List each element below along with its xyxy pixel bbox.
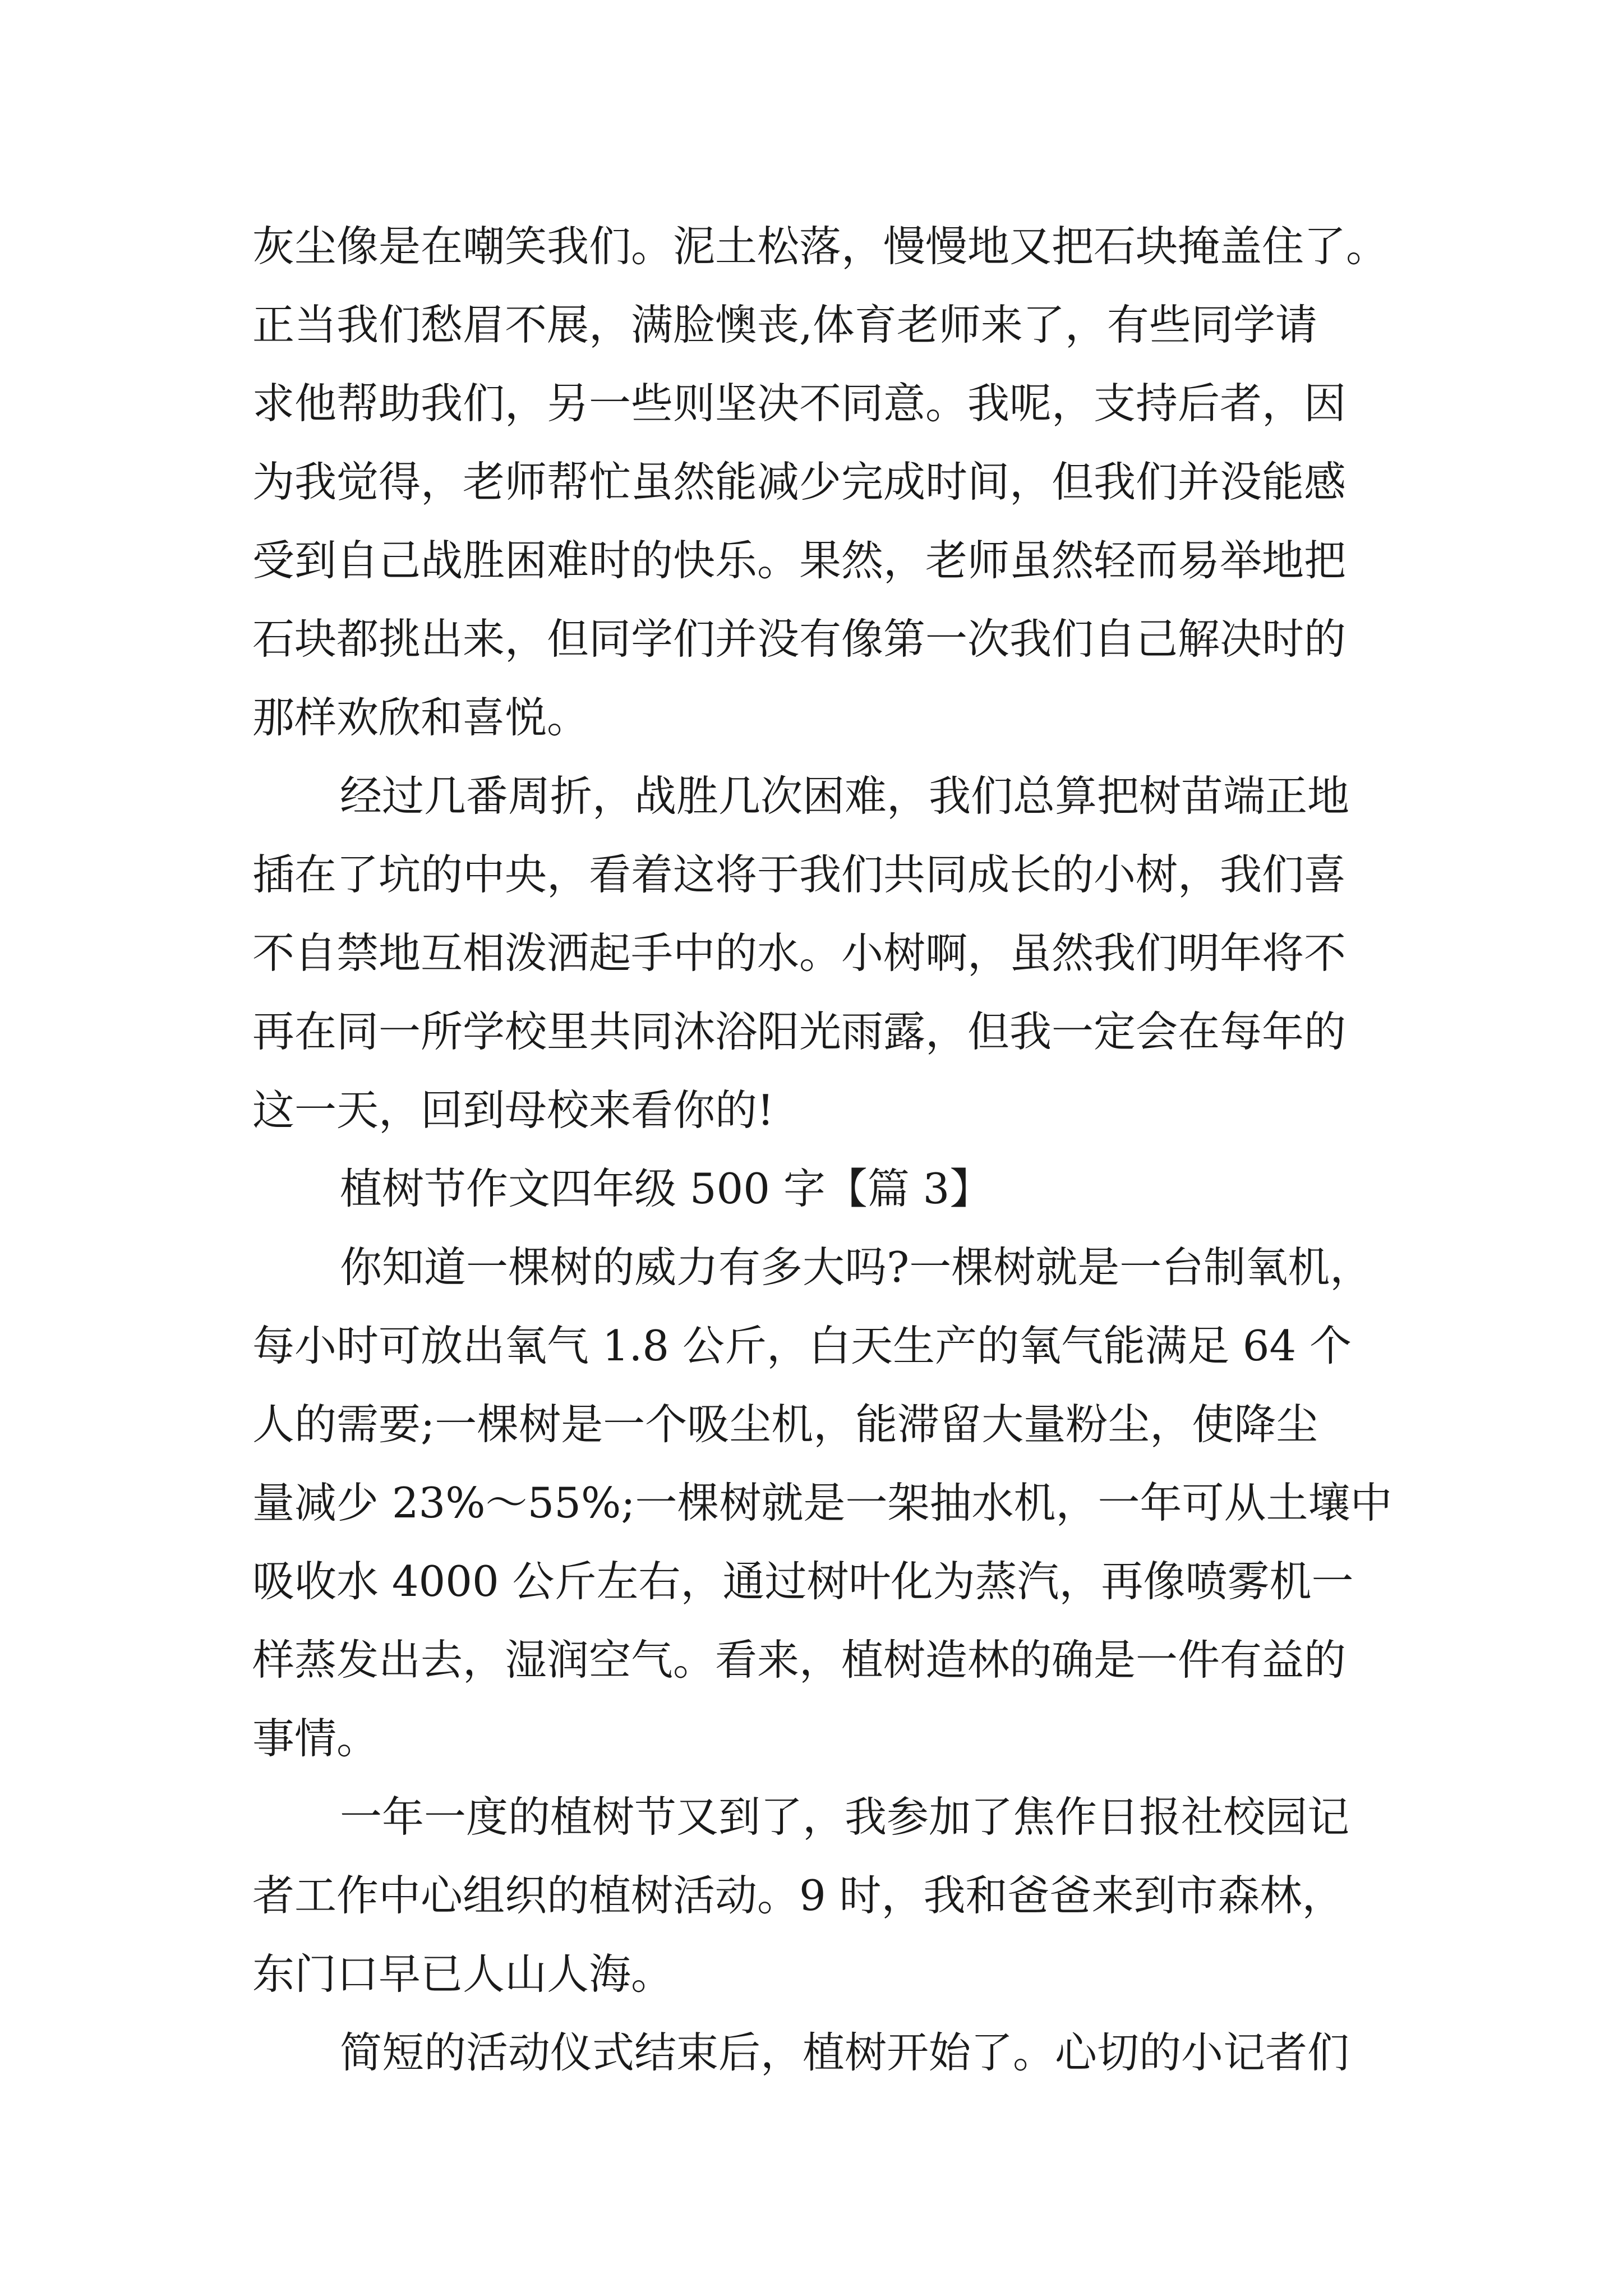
text-line: 正当我们愁眉不展，满脸懊丧,体育老师来了，有些同学请	[252, 300, 1317, 349]
text-line: 一年一度的植树节又到了，我参加了焦作日报社校园记	[340, 1792, 1350, 1842]
text-line: 不自禁地互相泼洒起手中的水。小树啊，虽然我们明年将不	[252, 928, 1347, 978]
text-line: 那样欢欣和喜悦。	[252, 693, 589, 742]
text-line: 东门口早已人山人海。	[252, 1949, 674, 1999]
text-line: 吸收水 4000 公斤左右，通过树叶化为蒸汽，再像喷雾机一	[252, 1557, 1354, 1606]
text-line: 受到自己战胜困难时的快乐。果然，老师虽然轻而易举地把	[252, 536, 1347, 585]
text-line: 石块都挑出来，但同学们并没有像第一次我们自己解决时的	[252, 614, 1347, 664]
text-line: 样蒸发出去，湿润空气。看来，植树造林的确是一件有益的	[252, 1635, 1347, 1685]
section-heading: 植树节作文四年级 500 字【篇 3】	[340, 1164, 992, 1213]
text-line: 经过几番周折，战胜几次困难，我们总算把树苗端正地	[340, 771, 1350, 821]
text-line: 灰尘像是在嘲笑我们。泥土松落，慢慢地又把石块掩盖住了。	[252, 222, 1389, 271]
text-line: 量减少 23%～55%;一棵树就是一架抽水机，一年可从土壤中	[252, 1478, 1393, 1527]
text-line: 简短的活动仪式结束后，植树开始了。心切的小记者们	[340, 2028, 1350, 2077]
text-line: 者工作中心组织的植树活动。9 时，我和爸爸来到市森林，	[252, 1871, 1344, 1920]
text-line: 为我觉得，老师帮忙虽然能减少完成时间，但我们并没能感	[252, 457, 1347, 507]
text-line: 求他帮助我们，另一些则坚决不同意。我呢，支持后者，因	[252, 379, 1347, 428]
text-line: 事情。	[252, 1714, 379, 1763]
text-line: 每小时可放出氧气 1.8 公斤，白天生产的氧气能满足 64 个	[252, 1321, 1352, 1370]
text-line: 人的需要;一棵树是一个吸尘机，能滞留大量粉尘，使降尘	[252, 1400, 1318, 1449]
text-line: 这一天，回到母校来看你的!	[252, 1085, 774, 1135]
text-line: 你知道一棵树的威力有多大吗?一棵树就是一台制氧机，	[340, 1243, 1372, 1292]
text-line: 再在同一所学校里共同沐浴阳光雨露，但我一定会在每年的	[252, 1007, 1347, 1056]
text-line: 插在了坑的中央，看着这将于我们共同成长的小树，我们喜	[252, 850, 1347, 899]
